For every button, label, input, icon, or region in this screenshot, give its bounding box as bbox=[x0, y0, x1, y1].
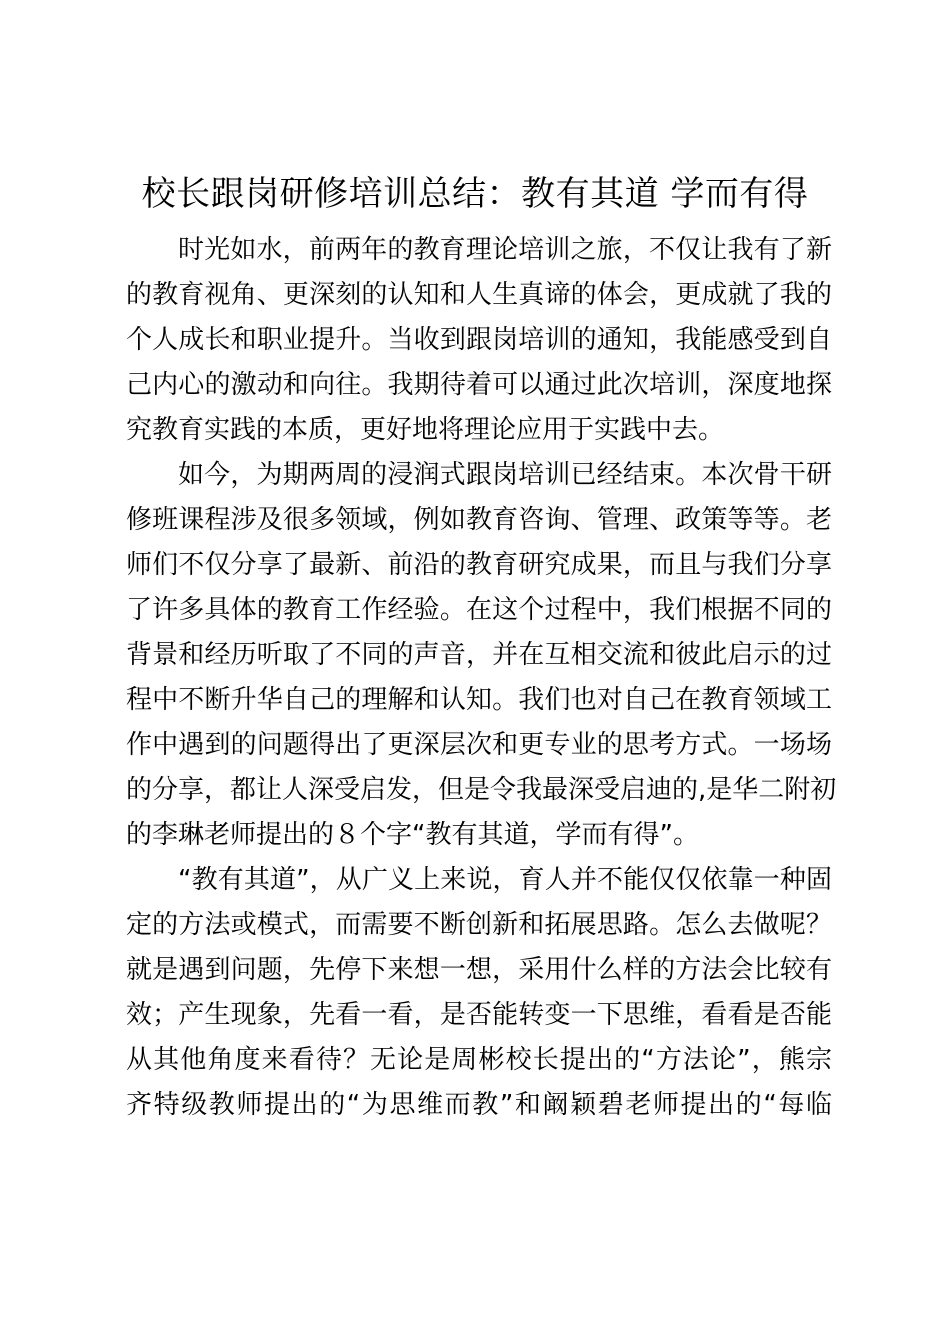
text-line: 定的方法或模式，而需要不断创新和拓展思路。怎么去做呢？ bbox=[126, 910, 832, 940]
text-line: 从其他角度来看待？无论是周彬校长提出的“方法论”，熊宗 bbox=[126, 1045, 832, 1075]
text-line: 作中遇到的问题得出了更深层次和更专业的思考方式。一场场 bbox=[126, 730, 832, 760]
text-line: “教有其道”，从广义上来说，育人并不能仅仅依靠一种固 bbox=[178, 865, 832, 895]
document-body bbox=[126, 228, 837, 1128]
document-title: 校长跟岗研修培训总结：教有其道 学而有得 bbox=[141, 174, 809, 214]
text-line: 己内心的激动和向往。我期待着可以通过此次培训，深度地探 bbox=[126, 370, 832, 400]
text-line: 如今，为期两周的浸润式跟岗培训已经结束。本次骨干研 bbox=[178, 460, 832, 490]
text-line: 背景和经历听取了不同的声音，并在互相交流和彼此启示的过 bbox=[126, 640, 832, 670]
text-line: 的分享，都让人深受启发，但是令我最深受启迪的,是华二附初 bbox=[126, 775, 837, 805]
text-line: 的教育视角、更深刻的认知和人生真谛的体会，更成就了我的 bbox=[126, 280, 832, 310]
text-line: 修班课程涉及很多领域，例如教育咨询、管理、政策等等。老 bbox=[126, 505, 832, 535]
text-line: 程中不断升华自己的理解和认知。我们也对自己在教育领域工 bbox=[126, 685, 832, 715]
text-line: 了许多具体的教育工作经验。在这个过程中，我们根据不同的 bbox=[126, 595, 832, 625]
text-line: 个人成长和职业提升。当收到跟岗培训的通知，我能感受到自 bbox=[126, 325, 832, 355]
text-line: 就是遇到问题，先停下来想一想，采用什么样的方法会比较有 bbox=[126, 955, 832, 985]
text-line: 齐特级教师提出的“为思维而教”和阚颖碧老师提出的“每临 bbox=[126, 1090, 832, 1120]
text-line: 时光如水，前两年的教育理论培训之旅，不仅让我有了新 bbox=[178, 235, 832, 265]
text-line: 师们不仅分享了最新、前沿的教育研究成果，而且与我们分享 bbox=[126, 550, 832, 580]
paragraph-1 bbox=[126, 228, 832, 453]
paragraph-2 bbox=[126, 453, 837, 858]
text-line: 究教育实践的本质，更好地将理论应用于实践中去。 bbox=[126, 415, 725, 445]
paragraph-3 bbox=[126, 858, 832, 1128]
text-line: 的李琳老师提出的８个字“教有其道，学而有得”。 bbox=[126, 820, 699, 850]
text-line: 效；产生现象，先看一看，是否能转变一下思维，看看是否能 bbox=[126, 1000, 832, 1030]
